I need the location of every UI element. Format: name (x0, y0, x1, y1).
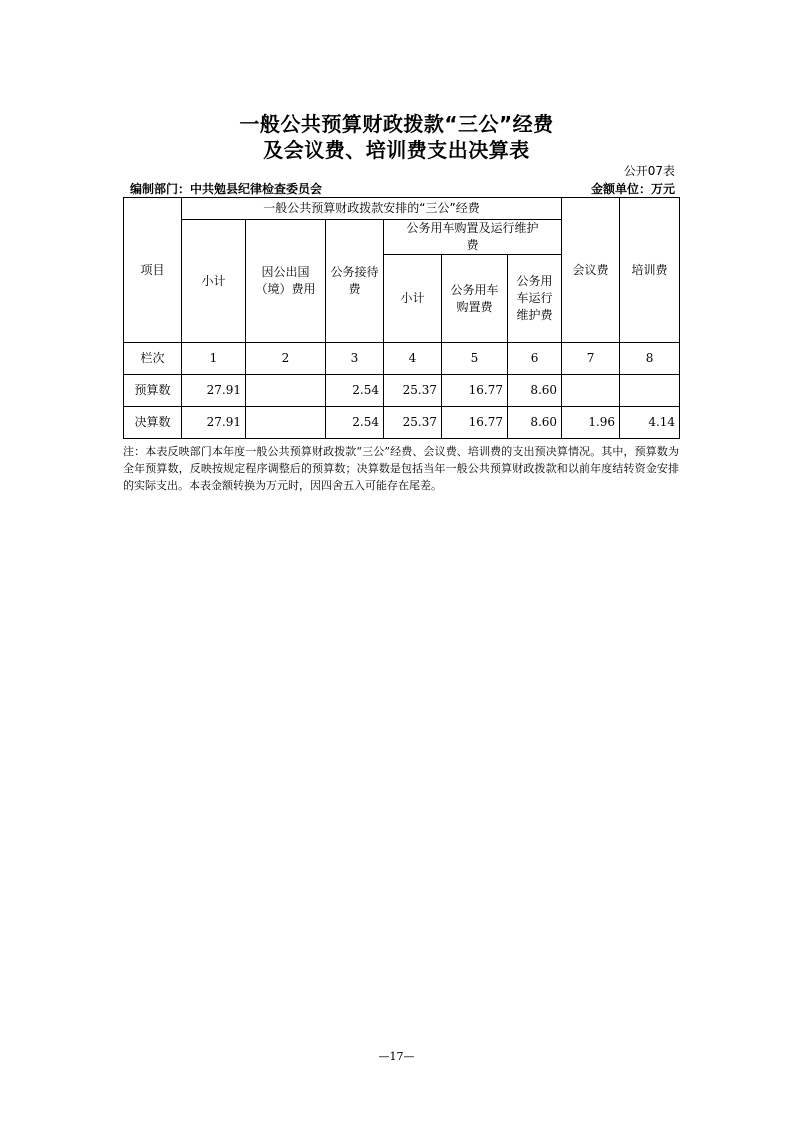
table-cell: 1 (182, 343, 246, 375)
table-cell: 1.96 (562, 407, 620, 439)
table-cell: 16.77 (442, 407, 508, 439)
table-row (124, 343, 680, 375)
table-cell: 25.37 (384, 407, 442, 439)
table-cell: 4.14 (620, 407, 680, 439)
table-cell: 5 (442, 343, 508, 375)
header-vehicle-group: 公务用车购置及运行维护费 (384, 220, 562, 255)
header-item: 项目 (124, 198, 182, 343)
table-cell: 2.54 (326, 375, 384, 407)
table-cell (246, 407, 326, 439)
header-abroad: 因公出国（境）费用 (246, 220, 326, 343)
table-cell: 3 (326, 343, 384, 375)
amount-unit: 金额单位：万元 (590, 182, 675, 196)
table-cell: 27.91 (182, 375, 246, 407)
row-label: 栏次 (124, 343, 182, 375)
table-row (124, 407, 680, 439)
table-cell (246, 375, 326, 407)
table-row (124, 375, 680, 407)
table-cell: 25.37 (384, 375, 442, 407)
form-code: 公开07表 (623, 164, 675, 178)
page-number: —17— (378, 1050, 415, 1063)
row-label: 决算数 (124, 407, 182, 439)
table-note: 注：本表反映部门本年度一般公共预算财政拨款“三公”经费、会议费、培训费的支出预决算情况。其中，预算数为全年预算数，反映按规定程序调整后的预算数；决算数是包括当年一般公共预算财政拨款和以前年度结转资金安排的实际支出。本表金额转换为万元时，因四舍五入可能存在尾差。 (123, 445, 679, 492)
page-title-line-2: 及会议费、培训费支出决算表 (263, 138, 530, 162)
compiling-department: 编制部门：中共勉县纪律检查委员会 (130, 182, 323, 196)
header-meeting: 会议费 (562, 198, 620, 343)
table-cell: 27.91 (182, 407, 246, 439)
table-cell: 6 (508, 343, 562, 375)
header-three-public-group: 一般公共预算财政拨款安排的“三公”经费 (182, 198, 562, 220)
table-cell: 8.60 (508, 375, 562, 407)
expenditure-table (123, 197, 680, 439)
table-cell: 8 (620, 343, 680, 375)
header-vehicle-purchase: 公务用车购置费 (442, 255, 508, 343)
table-cell: 2.54 (326, 407, 384, 439)
table-cell: 8.60 (508, 407, 562, 439)
table-cell (620, 375, 680, 407)
table-cell: 7 (562, 343, 620, 375)
header-vehicle-subtotal: 小计 (384, 255, 442, 343)
table-cell: 2 (246, 343, 326, 375)
header-subtotal: 小计 (182, 220, 246, 343)
table-cell: 16.77 (442, 375, 508, 407)
page-title-line-1: 一般公共预算财政拨款“三公”经费 (239, 112, 554, 136)
header-vehicle-maintenance: 公务用车运行维护费 (508, 255, 562, 343)
header-reception: 公务接待费 (326, 220, 384, 343)
header-training: 培训费 (620, 198, 680, 343)
row-label: 预算数 (124, 375, 182, 407)
table-cell: 4 (384, 343, 442, 375)
table-cell (562, 375, 620, 407)
